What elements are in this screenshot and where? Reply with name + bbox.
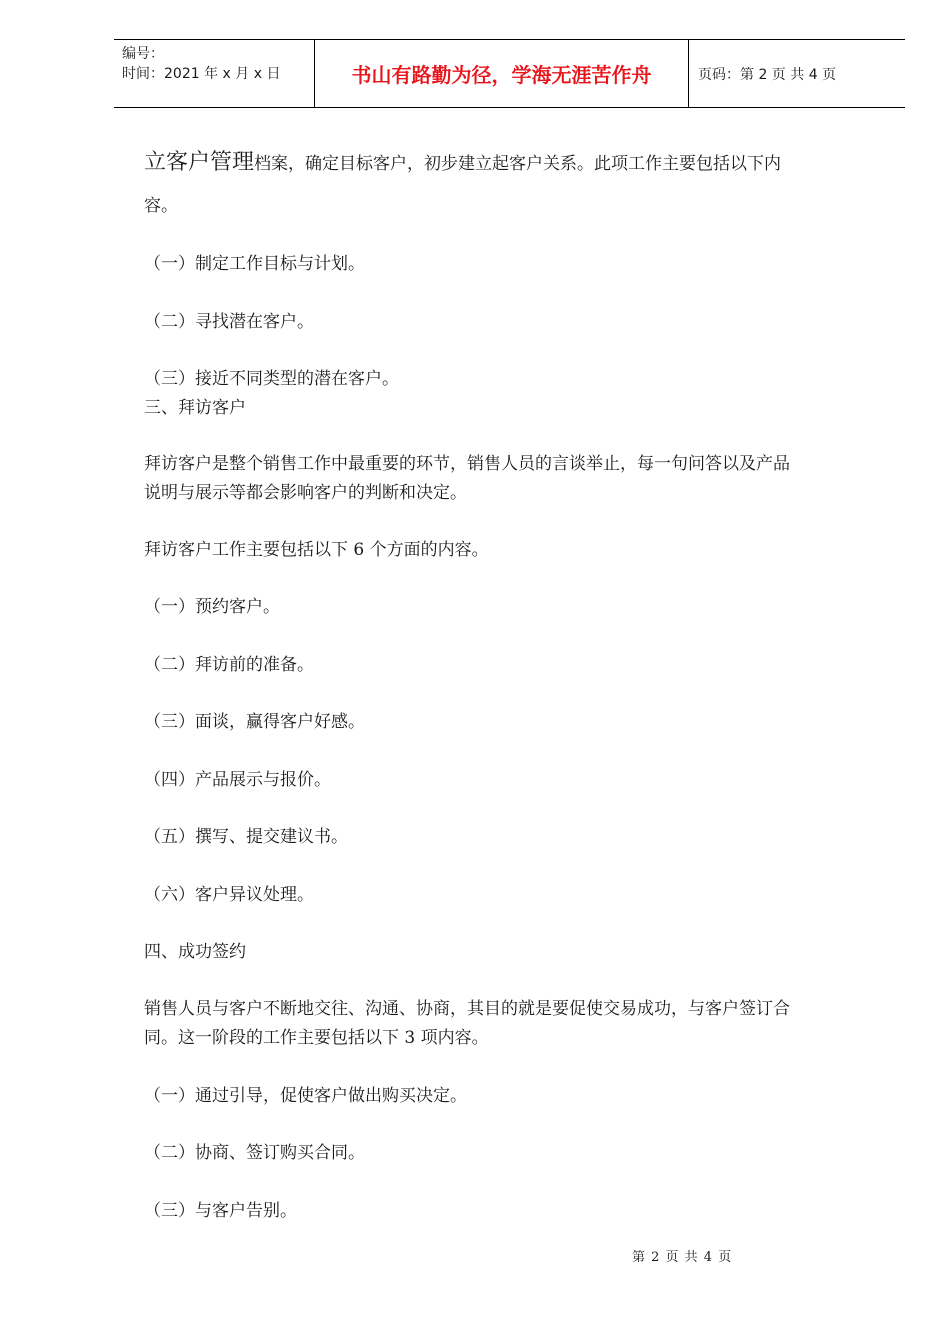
list-item: （三）与客户告别。 (144, 1201, 297, 1221)
list-item: （三）接近不同类型的潜在客户。 (144, 369, 399, 389)
list-item: （一）预约客户。 (144, 597, 280, 617)
list-item: （三）面谈，赢得客户好感。 (144, 712, 365, 732)
paragraph-line: 销售人员与客户不断地交往、沟通、协商，其目的就是要促使交易成功，与客户签订合 (144, 999, 790, 1019)
doc-number-label: 编号： (122, 46, 164, 62)
paragraph-text: 档案，确定目标客户，初步建立起客户关系。此项工作主要包括以下内 (254, 154, 782, 174)
list-item: （二）寻找潜在客户。 (144, 312, 314, 332)
list-item: （四）产品展示与报价。 (144, 770, 331, 790)
paragraph-line: 同。这一阶段的工作主要包括以下 3 项内容。 (144, 1028, 489, 1048)
paragraph-line: 容。 (144, 196, 178, 216)
list-item: （六）客户异议处理。 (144, 885, 314, 905)
list-item: （二）拜访前的准备。 (144, 655, 314, 675)
list-item: （二）协商、签订购买合同。 (144, 1143, 365, 1163)
paragraph-line (144, 152, 781, 175)
list-item: （一）制定工作目标与计划。 (144, 254, 365, 274)
list-item: （一）通过引导，促使客户做出购买决定。 (144, 1086, 467, 1106)
paragraph-lead-text: 立客户管理 (144, 150, 255, 175)
paragraph-line: 拜访客户工作主要包括以下 6 个方面的内容。 (144, 540, 489, 560)
paragraph-line: 说明与展示等都会影响客户的判断和决定。 (144, 483, 467, 503)
header-meta (114, 40, 315, 107)
doc-time-label: 时间：2021 年 x 月 x 日 (122, 66, 281, 82)
list-item: （五）撰写、提交建议书。 (144, 827, 348, 847)
section-heading: 四、成功签约 (144, 942, 246, 962)
footer-page-number: 第 2 页 共 4 页 (632, 1250, 733, 1265)
page-header (114, 39, 905, 108)
section-heading: 三、拜访客户 (144, 398, 246, 418)
header-motto: 书山有路勤为径，学海无涯苦作舟 (315, 40, 689, 107)
header-page-info: 页码：第 2 页 共 4 页 (698, 66, 837, 83)
paragraph-line: 拜访客户是整个销售工作中最重要的环节，销售人员的言谈举止，每一句问答以及产品 (144, 454, 790, 474)
